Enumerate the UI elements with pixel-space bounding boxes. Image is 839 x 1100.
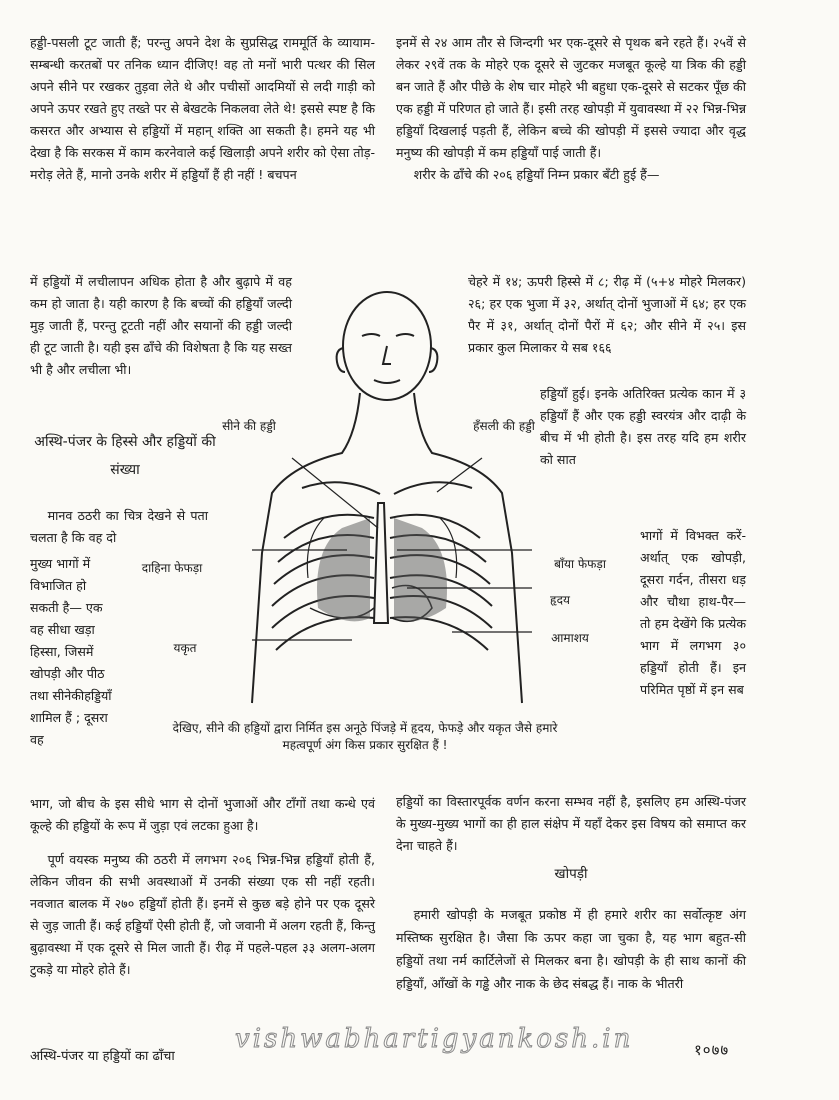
label-liver: यकृत	[173, 641, 197, 655]
left-column-bottom	[30, 780, 375, 994]
label-heart: हृदय	[550, 593, 570, 607]
right-column-top	[396, 32, 746, 186]
paragraph: हड्डियाँ हुई। इनके अतिरिक्त प्रत्येक कान में ३ हड्डियाँ हैं और एक हड्डी स्वरयंत्र और दाढ़ी के बीच में भी होती है। इस तरह यदि हम शरीर को सात	[540, 385, 746, 467]
paragraph: मानव ठठरी का चित्र देखने से पता चलता है कि वह दो	[30, 507, 208, 545]
paragraph: हड्डी-पसली टूट जाती हैं; परन्तु अपने देश के सुप्रसिद्ध राममूर्ति के व्यायाम-सम्बन्धी करतबों पर तनिक ध्यान दीजिए! वह तो मनों भारी पत्थर की सिल अपने सीने पर रखकर तुड़वा लेते थे और पचीसों आदमियों से लदी गाड़ी को अपने ऊपर रखते हुए तख्ते पर से बेखटके निकलवा लेते थे! इससे स्पष्ट है कि कसरत और अभ्यास से हड्डियों में महान् शक्ति आ सकती है। हमने यह भी देखा है कि सरकस में काम करनेवाले कई खिलाड़ी अपने शरीर को ऐसा तोड़-मरोड़ लेते हैं, मानो उनके शरीर में हड्डियाँ हैं ही नहीं ! बचपन	[30, 35, 375, 182]
left-section-b	[30, 540, 114, 763]
pointer-sternum	[292, 458, 378, 528]
paragraph: मुख्य भागों में विभाजित हो सकती है— एक वह सीधा खड़ा हिस्सा, जिसमें खोपड़ी और पीठ तथा सीनेकीहड्डियाँ शामिल हैं ; दूसरा वह	[30, 555, 112, 747]
paragraph: में हड्डियों में लचीलापन अधिक होता है और बुढ़ापे में वह कम हो जाता है। यही कारण है कि बच्चों की हड्डियाँ जल्दी मुड़ जाती हैं, परन्तु टूटती नहीं और सयानों की हड्डी जल्दी ही टूट जाती है। यही इस ढाँचे की विशेषता है कि यह सख्त भी है और लचीला भी।	[30, 273, 292, 377]
footer-title: अस्थि-पंजर या हड्डियों का ढाँचा	[30, 1049, 175, 1064]
sternum	[374, 503, 388, 623]
page-number: १०७७	[694, 1041, 730, 1059]
pointer-collarbone	[437, 458, 482, 492]
section-heading: अस्थि-पंजर के हिस्से और हड्डियों की संख्या	[34, 434, 216, 478]
mouth	[374, 380, 400, 383]
label-sternum: सीने की हड्डी	[222, 419, 276, 433]
label-collarbone: हँसली की हड्डी	[473, 419, 535, 433]
eyebrows	[362, 334, 414, 336]
paragraph: हमारी खोपड़ी के मजबूत प्रकोष्ठ में ही हमारे शरीर का सर्वोत्कृष्ट अंग मस्तिष्क सुरक्षित है। जैसा कि ऊपर कहा जा चुका है, यह भाग बहुत-सी हड्डियों तथा नर्म कार्टिलेजों से मिलकर बना है। खोपड़ी के ही साथ कानों की हड्डियाँ, आँखों के गड्ढे और नाक के छेद संबद्ध हैं। नाक के भीतरी	[396, 906, 746, 991]
paragraph: शरीर के ढाँचे की २०६ हड्डियाँ निम्न प्रकार बँटी हुई हैं—	[413, 167, 660, 182]
paragraph: इनमें से २४ आम तौर से जिन्दगी भर एक-दूसरे से पृथक बने रहते हैं। २५वें से लेकर २९वें तक के मोहरे एक दूसरे से जुटकर मजबूत कूल्हे या त्रिक की हड्डी बन जाते हैं और पीछे के शेष चार मोहरे भी बहुधा एक-दूसरे से सटकर पूँछ की एक हड्डी में परिणत हो जाते हैं। इसी तरह खोपड़ी में युवावस्था में २२ भिन्न-भिन्न हड्डियाँ दिखलाई पड़ती हैं, लेकिन बच्चे की खोपड़ी में इससे ज्यादा और वृद्ध मनुष्य की खोपड़ी में कम हड्डियाँ पाई जाती हैं।	[396, 35, 746, 160]
label-stomach: आमाशय	[551, 631, 589, 645]
paragraph: चेहरे में १४; ऊपरी हिस्से में ८; रीढ़ में (५+४ मोहरे मिलकर) २६; हर एक भुजा में ३२, अर्थात् दोनों भुजाओं में ६४; हर एक पैर में ३१, अर्थात् दोनों पैरों में ६२; और सीने में २५। इस प्रकार कुल मिलाकर ये सब १६६	[468, 273, 746, 355]
figure-caption: देखिए, सीने की हड्डियों द्वारा निर्मित इस अनूठे पिंजड़े में हृदय, फेफड़े और यकृत जैसे हमारे महत्वपूर्ण अंग किस प्रकार सुरक्षित हैं !	[172, 721, 558, 752]
right-column-narrow-2	[540, 370, 746, 483]
right-column-narrow-3	[640, 512, 746, 713]
subheading: खोपड़ी	[554, 866, 588, 882]
collarbones	[302, 482, 472, 494]
right-column-bottom-2	[396, 890, 746, 1007]
paragraph: पूर्ण वयस्क मनुष्य की ठठरी में लगभग २०६ भिन्न-भिन्न हड्डियाँ होती हैं, लेकिन जीवन की सभी अवस्थाओं में उनकी संख्या एक सी नहीं रहती। नवजात बालक में २७० हड्डियाँ होती हैं। इनमें से कुछ बड़े होने पर एक दूसरे से जुड़ जाती हैं। कई हड्डियाँ ऐसी होती हैं, जो जवानी में अलग रहती हैं, किन्तु बुढ़ावस्था में एक दूसरे से मिल जाती हैं। रीढ़ में पहले-पहल ३३ अलग-अलग टुकड़े या मोहरे होते हैं।	[30, 852, 375, 978]
ribcage-illustration	[232, 288, 532, 708]
paragraph: हड्डियों का विस्तारपूर्वक वर्णन करना सम्भव नहीं है, इसलिए हम अस्थि-पंजर के मुख्य-मुख्य भागों का ही हाल संक्षेप में यहाँ देकर इस विषय को समाप्त कर देना चाहते हैं।	[396, 793, 746, 853]
label-right-lung: दाहिना फेफड़ा	[141, 561, 203, 575]
paragraph: भाग, जो बीच के इस सीधे भाग से दोनों भुजाओं और टाँगों तथा कन्धे एवं कूल्हे की हड्डियों के रूप में जुड़ा एवं लटका हुआ है।	[30, 795, 375, 833]
nose	[383, 346, 391, 364]
left-column-top	[30, 32, 375, 186]
paragraph: भागों में विभक्त करें-अर्थात् एक खोपड़ी, दूसरा गर्दन, तीसरा धड़ और चौथा हाथ-पैर—तो हम देखेंगे कि प्रत्येक भाग में लगभग ३० हड्डियाँ होती हैं। इन परिमित पृष्ठों में इन सब	[640, 527, 746, 697]
right-column-bottom	[396, 778, 746, 869]
watermark: vishwabhartigyankosh.in	[235, 1024, 634, 1054]
label-left-lung: बाँया फेफड़ा	[554, 557, 606, 571]
